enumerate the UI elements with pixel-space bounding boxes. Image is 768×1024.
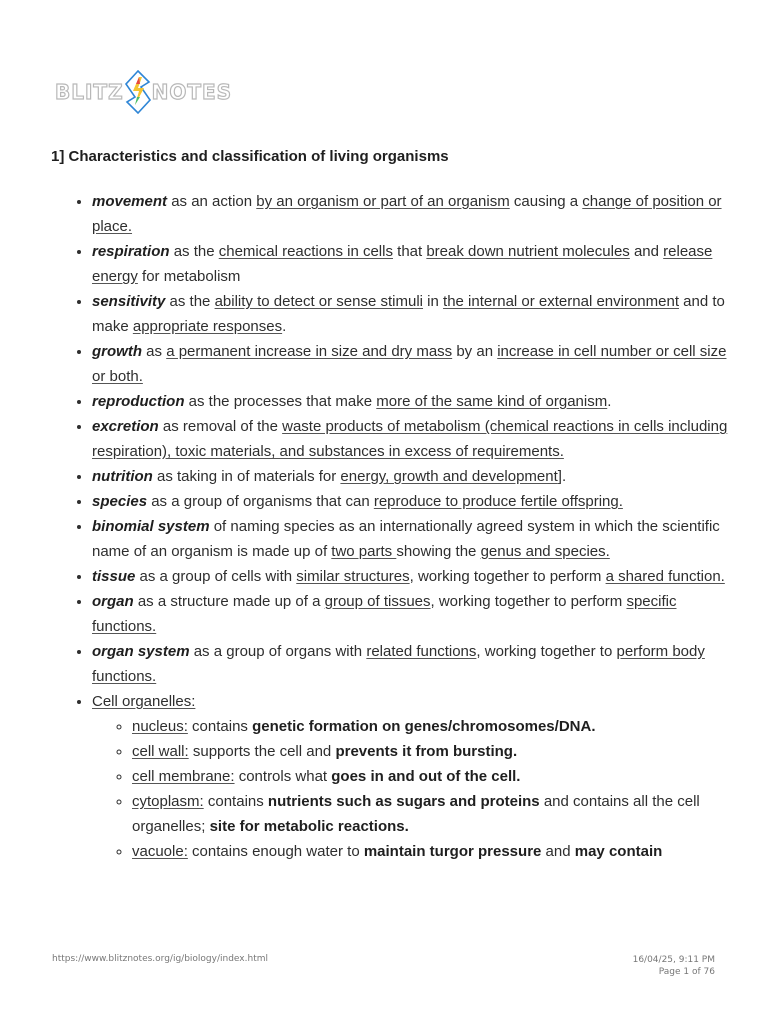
text: contains: [187, 718, 253, 735]
underlined-text: change of position or place.: [92, 193, 722, 235]
text: , working together to: [476, 643, 617, 660]
text: as an action: [167, 193, 257, 210]
text: .: [607, 393, 612, 410]
term: sensitivity: [92, 293, 166, 310]
text: as a group of organisms that can: [147, 493, 374, 510]
text: and: [629, 243, 664, 260]
text: supports the cell and: [188, 743, 336, 760]
text: controls what: [234, 768, 332, 785]
footer-meta: [633, 954, 715, 978]
underlined-text: a permanent increase in size and dry mass: [166, 343, 453, 360]
text: as taking in of materials for: [152, 468, 341, 485]
list-item-organ: [92, 589, 736, 639]
underlined-text: related functions: [366, 643, 477, 660]
underlined-text: increase in cell number or cell size or both.: [92, 343, 727, 385]
bold-text: site for metabolic reactions.: [209, 818, 409, 835]
underlined-text: release energy: [92, 243, 713, 285]
text: as a group of organs with: [189, 643, 367, 660]
term: nutrition: [92, 468, 153, 485]
term: binomial system: [92, 518, 210, 535]
sublist-item-cytoplasm: [132, 789, 736, 839]
text: , working together to perform: [409, 568, 606, 585]
underlined-text: appropriate responses: [132, 318, 283, 335]
organelle-name: cytoplasm:: [132, 793, 204, 810]
term: growth: [92, 343, 142, 360]
lightning-bolt-icon: [125, 70, 151, 114]
list-item-movement: [92, 189, 736, 239]
text: as removal of the: [158, 418, 283, 435]
term: excretion: [92, 418, 159, 435]
organelle-name: cell wall:: [132, 743, 189, 760]
list-item-cell-organelles: [92, 689, 736, 864]
list-item-growth: [92, 339, 736, 389]
sublist-item-nucleus: [132, 714, 736, 739]
footer-page-number: Page 1 of 76: [658, 967, 715, 977]
text: as the: [165, 293, 215, 310]
bold-text: goes in and out of the cell.: [331, 768, 521, 785]
underlined-text: reproduce to produce fertile offspring.: [373, 493, 623, 510]
sublist-item-vacuole: [132, 839, 736, 864]
bold-text: prevents it from bursting.: [335, 743, 518, 760]
underlined-text: the internal or external environment: [443, 293, 679, 310]
text: as the processes that make: [184, 393, 377, 410]
list-item-respiration: [92, 239, 736, 289]
text: ].: [557, 468, 567, 485]
text: showing the: [396, 543, 481, 560]
underlined-text: a shared function.: [605, 568, 725, 585]
organelle-name: cell membrane:: [132, 768, 235, 785]
text: as: [142, 343, 167, 360]
term: respiration: [92, 243, 170, 260]
underlined-text: similar structures: [296, 568, 410, 585]
underlined-text: perform body functions.: [92, 643, 705, 685]
underlined-text: more of the same kind of organism: [376, 393, 608, 410]
underlined-text: group of tissues: [324, 593, 431, 610]
blitznotes-logo: [55, 70, 232, 114]
logo-text-notes: NOTES: [151, 80, 233, 104]
text: , working together to perform: [430, 593, 627, 610]
underlined-text: break down nutrient molecules: [426, 243, 630, 260]
list-item-excretion: [92, 414, 736, 464]
underlined-text: genus and species.: [480, 543, 610, 560]
text: as a structure made up of a: [133, 593, 325, 610]
term: tissue: [92, 568, 136, 585]
term: movement: [92, 193, 168, 210]
underlined-text: two parts: [331, 543, 397, 560]
footer-url: https://www.blitznotes.org/ig/biology/index.html: [52, 954, 268, 964]
sublist-item-cell-wall: [132, 739, 736, 764]
term: species: [92, 493, 148, 510]
list-item-species: [92, 489, 736, 514]
text: for metabolism: [137, 268, 241, 285]
organelles-label: Cell organelles:: [92, 693, 196, 710]
footer-datetime: 16/04/25, 9:11 PM: [632, 955, 715, 965]
bold-text: maintain turgor pressure: [363, 843, 542, 860]
list-item-tissue: [92, 564, 736, 589]
underlined-text: energy, growth and development: [340, 468, 558, 485]
definitions-list: [72, 189, 736, 864]
underlined-text: ability to detect or sense stimuli: [214, 293, 424, 310]
organelle-name: vacuole:: [132, 843, 188, 860]
list-item-nutrition: [92, 464, 736, 489]
term: organ: [92, 593, 134, 610]
bold-text: genetic formation on genes/chromosomes/DNA.: [252, 718, 596, 735]
text: as the: [169, 243, 219, 260]
underlined-text: by an organism or part of an organism: [256, 193, 510, 210]
bold-text: nutrients such as sugars and proteins: [267, 793, 540, 810]
list-item-sensitivity: [92, 289, 736, 339]
text: contains: [203, 793, 268, 810]
list-item-organ-system: [92, 639, 736, 689]
section-heading: 1] Characteristics and classification of living organisms: [51, 148, 449, 165]
organelle-name: nucleus:: [132, 718, 188, 735]
list-item-reproduction: [92, 389, 736, 414]
underlined-text: chemical reactions in cells: [218, 243, 393, 260]
text: and to make: [92, 293, 725, 335]
text: and contains all the cell organelles;: [132, 793, 700, 835]
list-item-binomial-system: [92, 514, 736, 564]
underlined-text: waste products of metabolism (chemical reactions in cells including respiration), toxic materials, and substances in excess of requirements.: [92, 418, 728, 460]
text: in: [423, 293, 444, 310]
term: reproduction: [92, 393, 185, 410]
text: as a group of cells with: [135, 568, 297, 585]
text: causing a: [509, 193, 583, 210]
organelles-sublist: [92, 714, 736, 864]
text: contains enough water to: [187, 843, 364, 860]
underlined-text: specific functions.: [92, 593, 677, 635]
text: of naming species as an internationally agreed system in which the scientific name of an organism is made up of: [92, 518, 720, 560]
sublist-item-cell-membrane: [132, 764, 736, 789]
text: .: [282, 318, 287, 335]
bold-text: may contain: [574, 843, 663, 860]
text: by an: [452, 343, 498, 360]
text: that: [392, 243, 427, 260]
logo-text-blitz: BLITZ: [55, 80, 124, 104]
text: and: [541, 843, 575, 860]
term: organ system: [92, 643, 190, 660]
